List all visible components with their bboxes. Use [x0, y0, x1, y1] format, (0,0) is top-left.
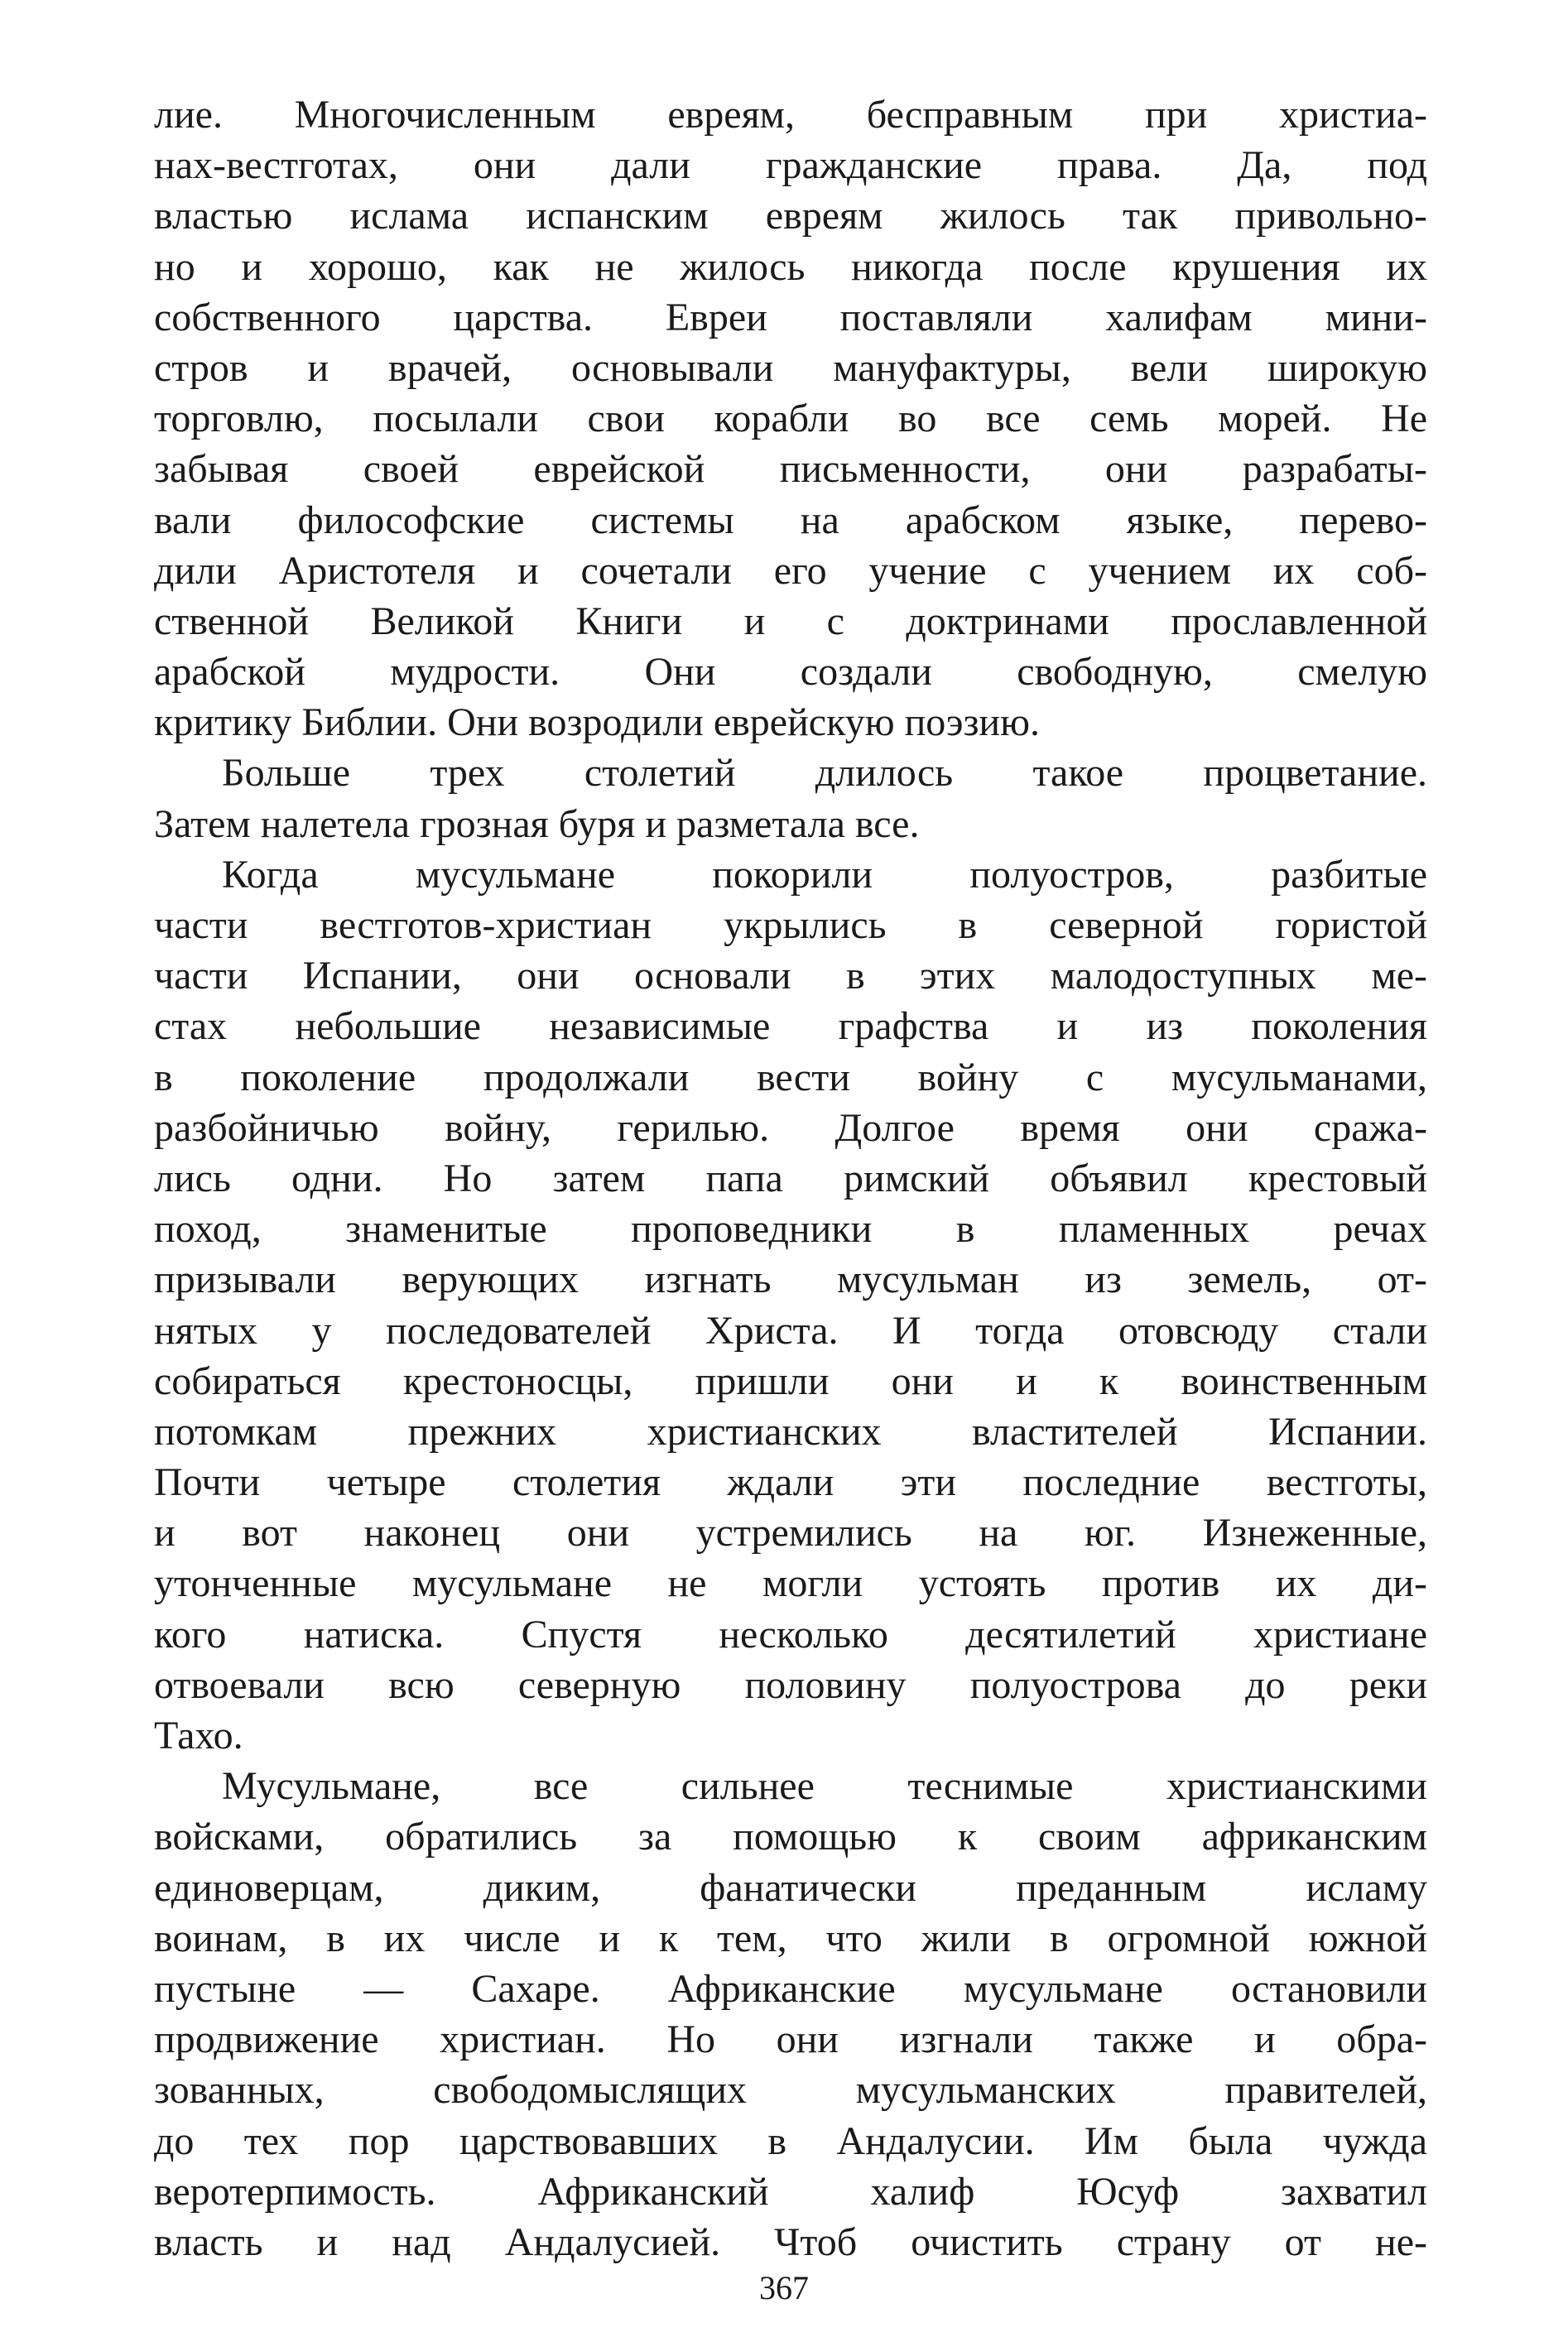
- text-line: продвижение христиан. Но они изгнали также и обра-: [154, 2017, 1427, 2062]
- text-line: поход, знаменитые проповедники в пламенных речах: [154, 1207, 1427, 1252]
- text-line: вали философские системы на арабском языке, перево-: [154, 498, 1427, 542]
- text-line: кого натиска. Спустя несколько десятилетий христиане: [154, 1612, 1427, 1657]
- text-line: в поколение продолжали вести войну с мусульманами,: [154, 1055, 1427, 1099]
- text-line: стров и врачей, основывали мануфактуры, вели широкую: [154, 345, 1427, 390]
- body-text: [154, 89, 1427, 2267]
- text-line: ственной Великой Книги и с доктринами прославленной: [154, 599, 1427, 643]
- text-line: зованных, свободомыслящих мусульманских правителей,: [154, 2068, 1427, 2113]
- text-line: потомкам прежних христианских властителей Испании.: [154, 1409, 1427, 1454]
- text-line: отвоевали всю северную половину полуострова до реки: [154, 1662, 1427, 1707]
- text-line: критику Библии. Они возродили еврейскую поэзию.: [154, 700, 1040, 745]
- text-line: Почти четыре столетия ждали эти последние вестготы,: [154, 1460, 1427, 1505]
- text-line: до тех пор царствовавших в Андалусии. Им была чужда: [154, 2118, 1427, 2163]
- text-line: собственного царства. Евреи поставляли халифам мини-: [154, 295, 1427, 339]
- text-line: торговлю, посылали свои корабли во все семь морей. Не: [154, 397, 1427, 441]
- page-number: 367: [759, 2269, 809, 2306]
- text-line: дили Аристотеля и сочетали его учение с учением их соб-: [154, 548, 1427, 593]
- text-line: единоверцам, диким, фанатически преданным исламу: [154, 1865, 1427, 1910]
- text-line: Когда мусульмане покорили полуостров, разбитые: [222, 852, 1427, 897]
- text-line: веротерпимость. Африканский халиф Юсуф захватил: [154, 2169, 1427, 2214]
- text-line: нах-вестготах, они дали гражданские права. Да, под: [154, 143, 1427, 188]
- text-line: Больше трех столетий длилось такое процветание.: [222, 751, 1427, 796]
- paragraph: [154, 849, 1427, 1761]
- paragraph: [154, 89, 1427, 748]
- text-line: но и хорошо, как не жилось никогда после крушения их: [154, 244, 1427, 289]
- text-line: нятых у последователей Христа. И тогда отовсюду стали: [154, 1308, 1427, 1353]
- text-line: части вестготов-христиан укрылись в северной гористой: [154, 903, 1427, 947]
- text-line: Мусульмане, все сильнее теснимые христианскими: [222, 1764, 1427, 1809]
- text-line: разбойничью войну, герилью. Долгое время они сража-: [154, 1105, 1427, 1150]
- text-line: утонченные мусульмане не могли устоять против их ди-: [154, 1561, 1427, 1606]
- text-line: власть и над Андалусией. Чтоб очистить страну от не-: [154, 2219, 1427, 2264]
- text-line: забывая своей еврейской письменности, они разрабаты-: [154, 447, 1427, 492]
- text-line: Затем налетела грозная буря и разметала все.: [154, 801, 920, 846]
- text-line: лись одни. Но затем папа римский объявил крестовый: [154, 1156, 1427, 1200]
- paragraph: [154, 748, 1427, 849]
- text-line: собираться крестоносцы, пришли они и к воинственным: [154, 1358, 1427, 1403]
- text-line: войсками, обратились за помощью к своим африканским: [154, 1815, 1427, 1859]
- text-line: пустыне — Сахаре. Африканские мусульмане остановили: [154, 1966, 1427, 2011]
- text-line: арабской мудрости. Они создали свободную, смелую: [154, 650, 1427, 695]
- text-line: Тахо.: [154, 1714, 243, 1758]
- text-line: и вот наконец они устремились на юг. Изнеженные,: [154, 1511, 1427, 1556]
- text-line: призывали верующих изгнать мусульман из земель, от-: [154, 1257, 1427, 1302]
- text-line: части Испании, они основали в этих малодоступных ме-: [154, 954, 1427, 998]
- text-line: лие. Многочисленным евреям, бесправным при христиа-: [154, 93, 1427, 137]
- text-line: властью ислама испанским евреям жилось так привольно-: [154, 194, 1427, 238]
- text-line: стах небольшие независимые графства и из поколения: [154, 1004, 1427, 1049]
- paragraph: [154, 1761, 1427, 2267]
- text-line: воинам, в их числе и к тем, что жили в огромной южной: [154, 1916, 1427, 1960]
